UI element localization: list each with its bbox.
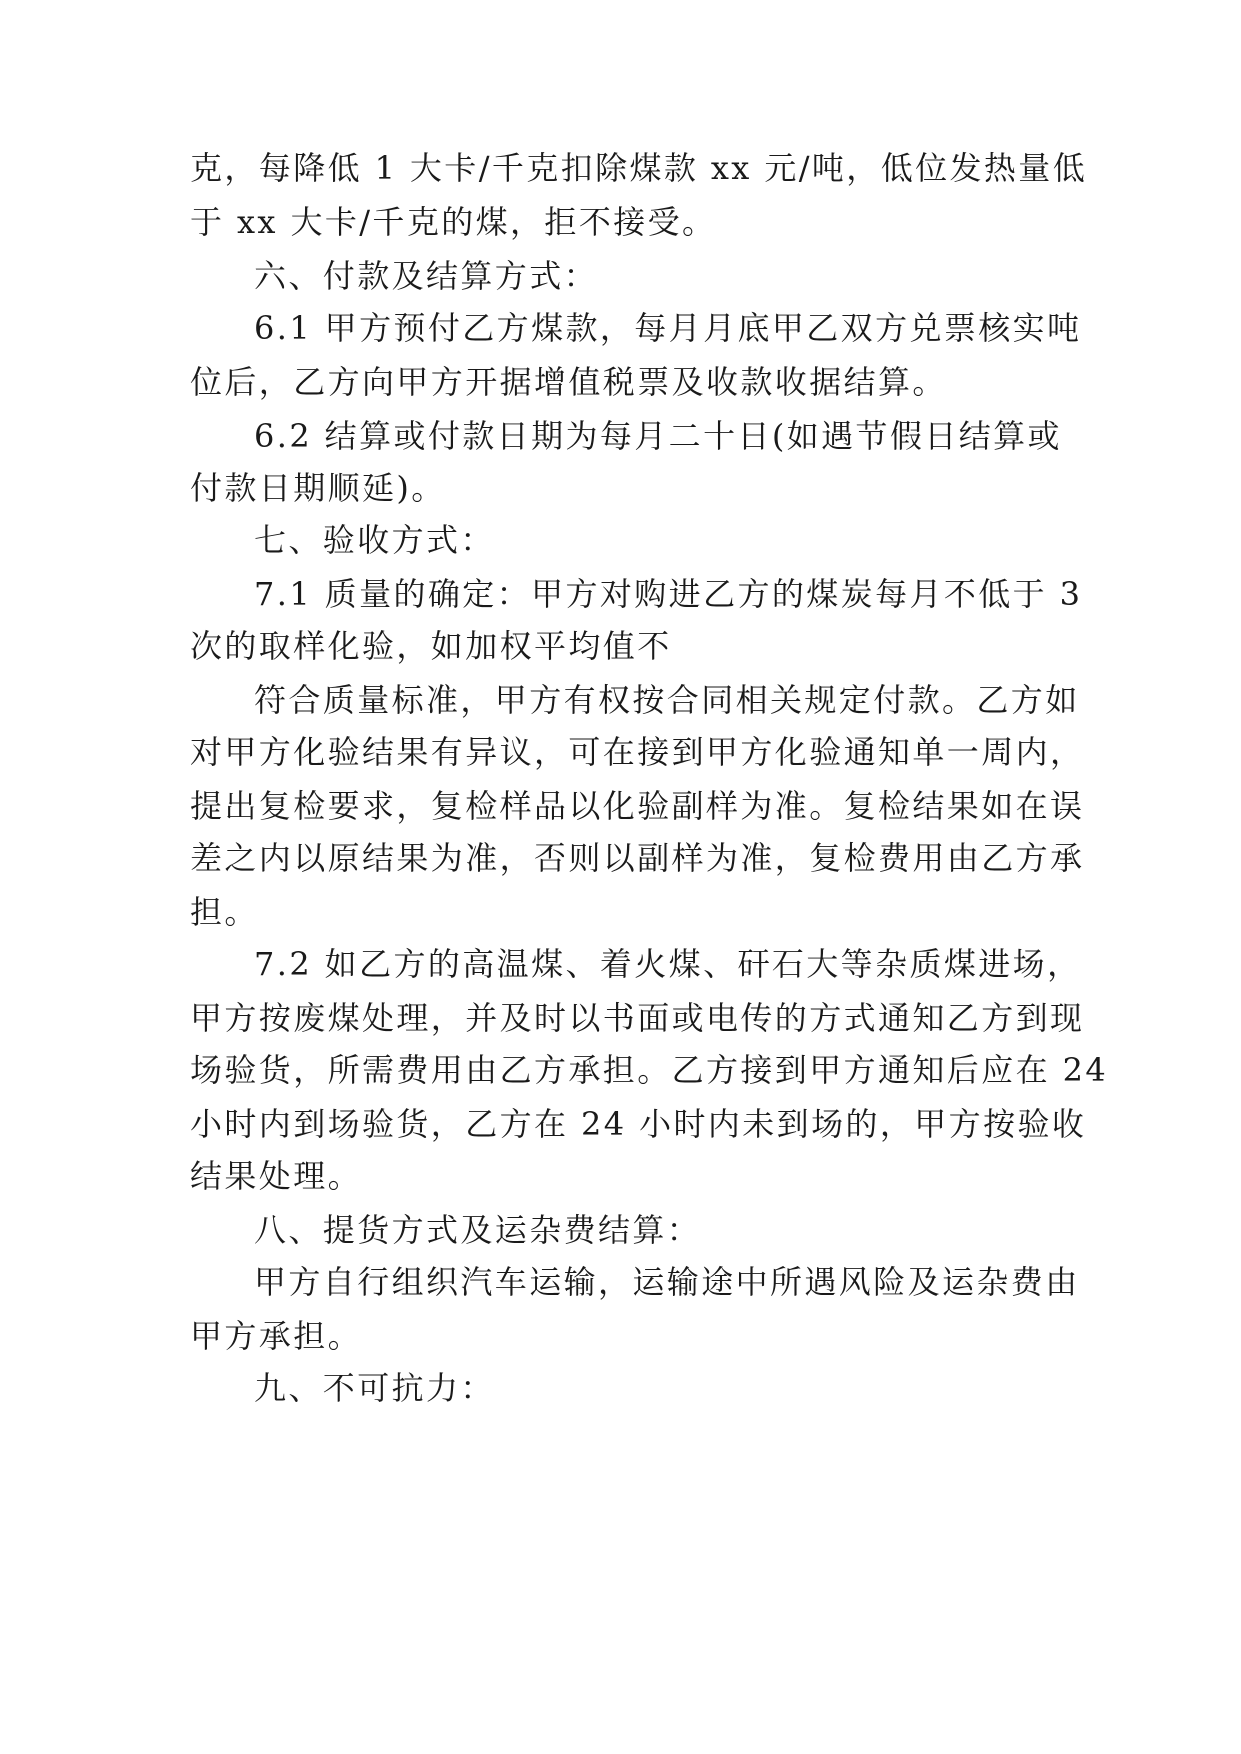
text-line: 于 xx 大卡/千克的煤，拒不接受。 [190,203,717,241]
text-line: 场验货，所需费用由乙方承担。乙方接到甲方通知后应在 24 [190,1051,1109,1089]
text-line: 小时内到场验货，乙方在 24 小时内未到场的，甲方按验收 [190,1105,1087,1143]
text-line: 甲方承担。 [190,1317,363,1355]
text-line: 7.2 如乙方的高温煤、着火煤、矸石大等杂质煤进场， [254,945,1082,983]
text-line: 结果处理。 [190,1157,363,1195]
section-heading-acceptance: 七、验收方式： [254,521,495,559]
text-line: 付款日期顺延)。 [190,469,446,507]
section-heading-force-majeure: 九、不可抗力： [254,1369,495,1407]
text-line: 次的取样化验，如加权平均值不 [190,627,672,665]
text-line: 6.1 甲方预付乙方煤款，每月月底甲乙双方兑票核实吨 [254,309,1082,347]
text-line: 甲方自行组织汽车运输，运输途中所遇风险及运杂费由 [254,1263,1080,1301]
text-line: 担。 [190,893,259,931]
text-line: 对甲方化验结果有异议，可在接到甲方化验通知单一周内， [190,733,1085,771]
text-line: 7.1 质量的确定：甲方对购进乙方的煤炭每月不低于 3 [254,575,1083,613]
text-line: 甲方按废煤处理，并及时以书面或电传的方式通知乙方到现 [190,999,1085,1037]
section-heading-delivery: 八、提货方式及运杂费结算： [254,1211,702,1249]
text-line: 提出复检要求，复检样品以化验副样为准。复检结果如在误 [190,787,1085,825]
section-heading-payment: 六、付款及结算方式： [254,257,599,295]
text-line: 符合质量标准，甲方有权按合同相关规定付款。乙方如 [254,681,1080,719]
text-line: 位后，乙方向甲方开据增值税票及收款收据结算。 [190,363,947,401]
text-line: 克，每降低 1 大卡/千克扣除煤款 xx 元/吨，低位发热量低 [190,149,1088,187]
text-line: 差之内以原结果为准，否则以副样为准，复检费用由乙方承 [190,839,1085,877]
text-line: 6.2 结算或付款日期为每月二十日(如遇节假日结算或 [254,417,1062,455]
